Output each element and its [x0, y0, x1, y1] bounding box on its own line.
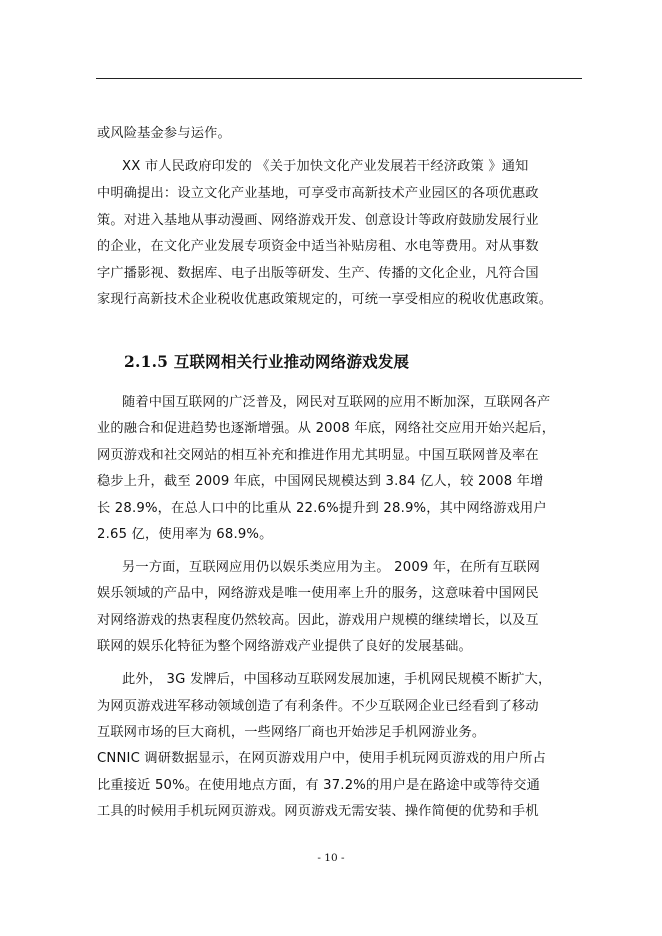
paragraph-line: 2.65 亿，使用率为 68.9%。 [97, 527, 273, 542]
header-rule [96, 78, 582, 79]
paragraph-line: 家现行高新技术企业税收优惠政策规定的，可统一享受相应的税收优惠政策。 [97, 292, 553, 307]
page-number: - 10 - [317, 852, 345, 864]
paragraph-line: 为网页游戏进军移动领域创造了有利条件。不少互联网企业已经看到了移动 [97, 699, 539, 714]
paragraph-line: 业的融合和促进趋势也逐渐增强。从 2008 年底，网络社交应用开始兴起后， [97, 421, 556, 436]
paragraph-line: 随着中国互联网的广泛普及，网民对互联网的应用不断加深，互联网各产 [122, 395, 551, 410]
paragraph-line: 互联网市场的巨大商机，一些网络厂商也开始涉足手机网游业务。 [97, 725, 486, 740]
paragraph-line: 策。对进入基地从事动漫画、网络游戏开发、创意设计等政府鼓励发展行业 [97, 213, 539, 228]
paragraph-line: 的企业，在文化产业发展专项资金中适当补贴房租、水电等费用。对从事数 [97, 239, 539, 254]
paragraph-line: 此外， 3G 发牌后，中国移动互联网发展加速，手机网民规模不断扩大， [122, 672, 552, 687]
paragraph-line: CNNIC 调研数据显示，在网页游戏用户中，使用手机玩网页游戏的用户所占 [97, 751, 547, 766]
paragraph-line: 稳步上升，截至 2009 年底，中国网民规模达到 3.84 亿人，较 2008 年增 [97, 474, 544, 489]
paragraph-line: 或风险基金参与运作。 [97, 126, 231, 141]
paragraph-line: 另一方面，互联网应用仍以娱乐类应用为主。 2009 年，在所有互联网 [122, 560, 540, 575]
paragraph-line: 工具的时候用手机玩网页游戏。网页游戏无需安装、操作简便的优势和手机 [97, 804, 539, 819]
paragraph-line: XX 市人民政府印发的 《关于加快文化产业发展若干经济政策 》通知 [122, 159, 529, 174]
paragraph-line: 对网络游戏的热衷程度仍然较高。因此，游戏用户规模的继续增长，以及互 [97, 613, 539, 628]
paragraph-line: 娱乐领域的产品中，网络游戏是唯一使用率上升的服务，这意味着中国网民 [97, 586, 539, 601]
paragraph-line: 比重接近 50%。在使用地点方面，有 37.2%的用户是在路途中或等待交通 [97, 778, 541, 793]
paragraph-line: 中明确提出：设立文化产业基地，可享受市高新技术产业园区的各项优惠政 [97, 186, 539, 201]
section-heading: 2.1.5 互联网相关行业推动网络游戏发展 [124, 352, 410, 371]
paragraph-line: 网页游戏和社交网站的相互补充和推进作用尤其明显。中国互联网普及率在 [97, 448, 539, 463]
paragraph-line: 字广播影视、数据库、电子出版等研发、生产、传播的文化企业，凡符合国 [97, 266, 539, 281]
paragraph-line: 长 28.9%，在总人口中的比重从 22.6%提升到 28.9%，其中网络游戏用户 [97, 501, 547, 516]
paragraph-line: 联网的娱乐化特征为整个网络游戏产业提供了良好的发展基础。 [97, 639, 472, 654]
